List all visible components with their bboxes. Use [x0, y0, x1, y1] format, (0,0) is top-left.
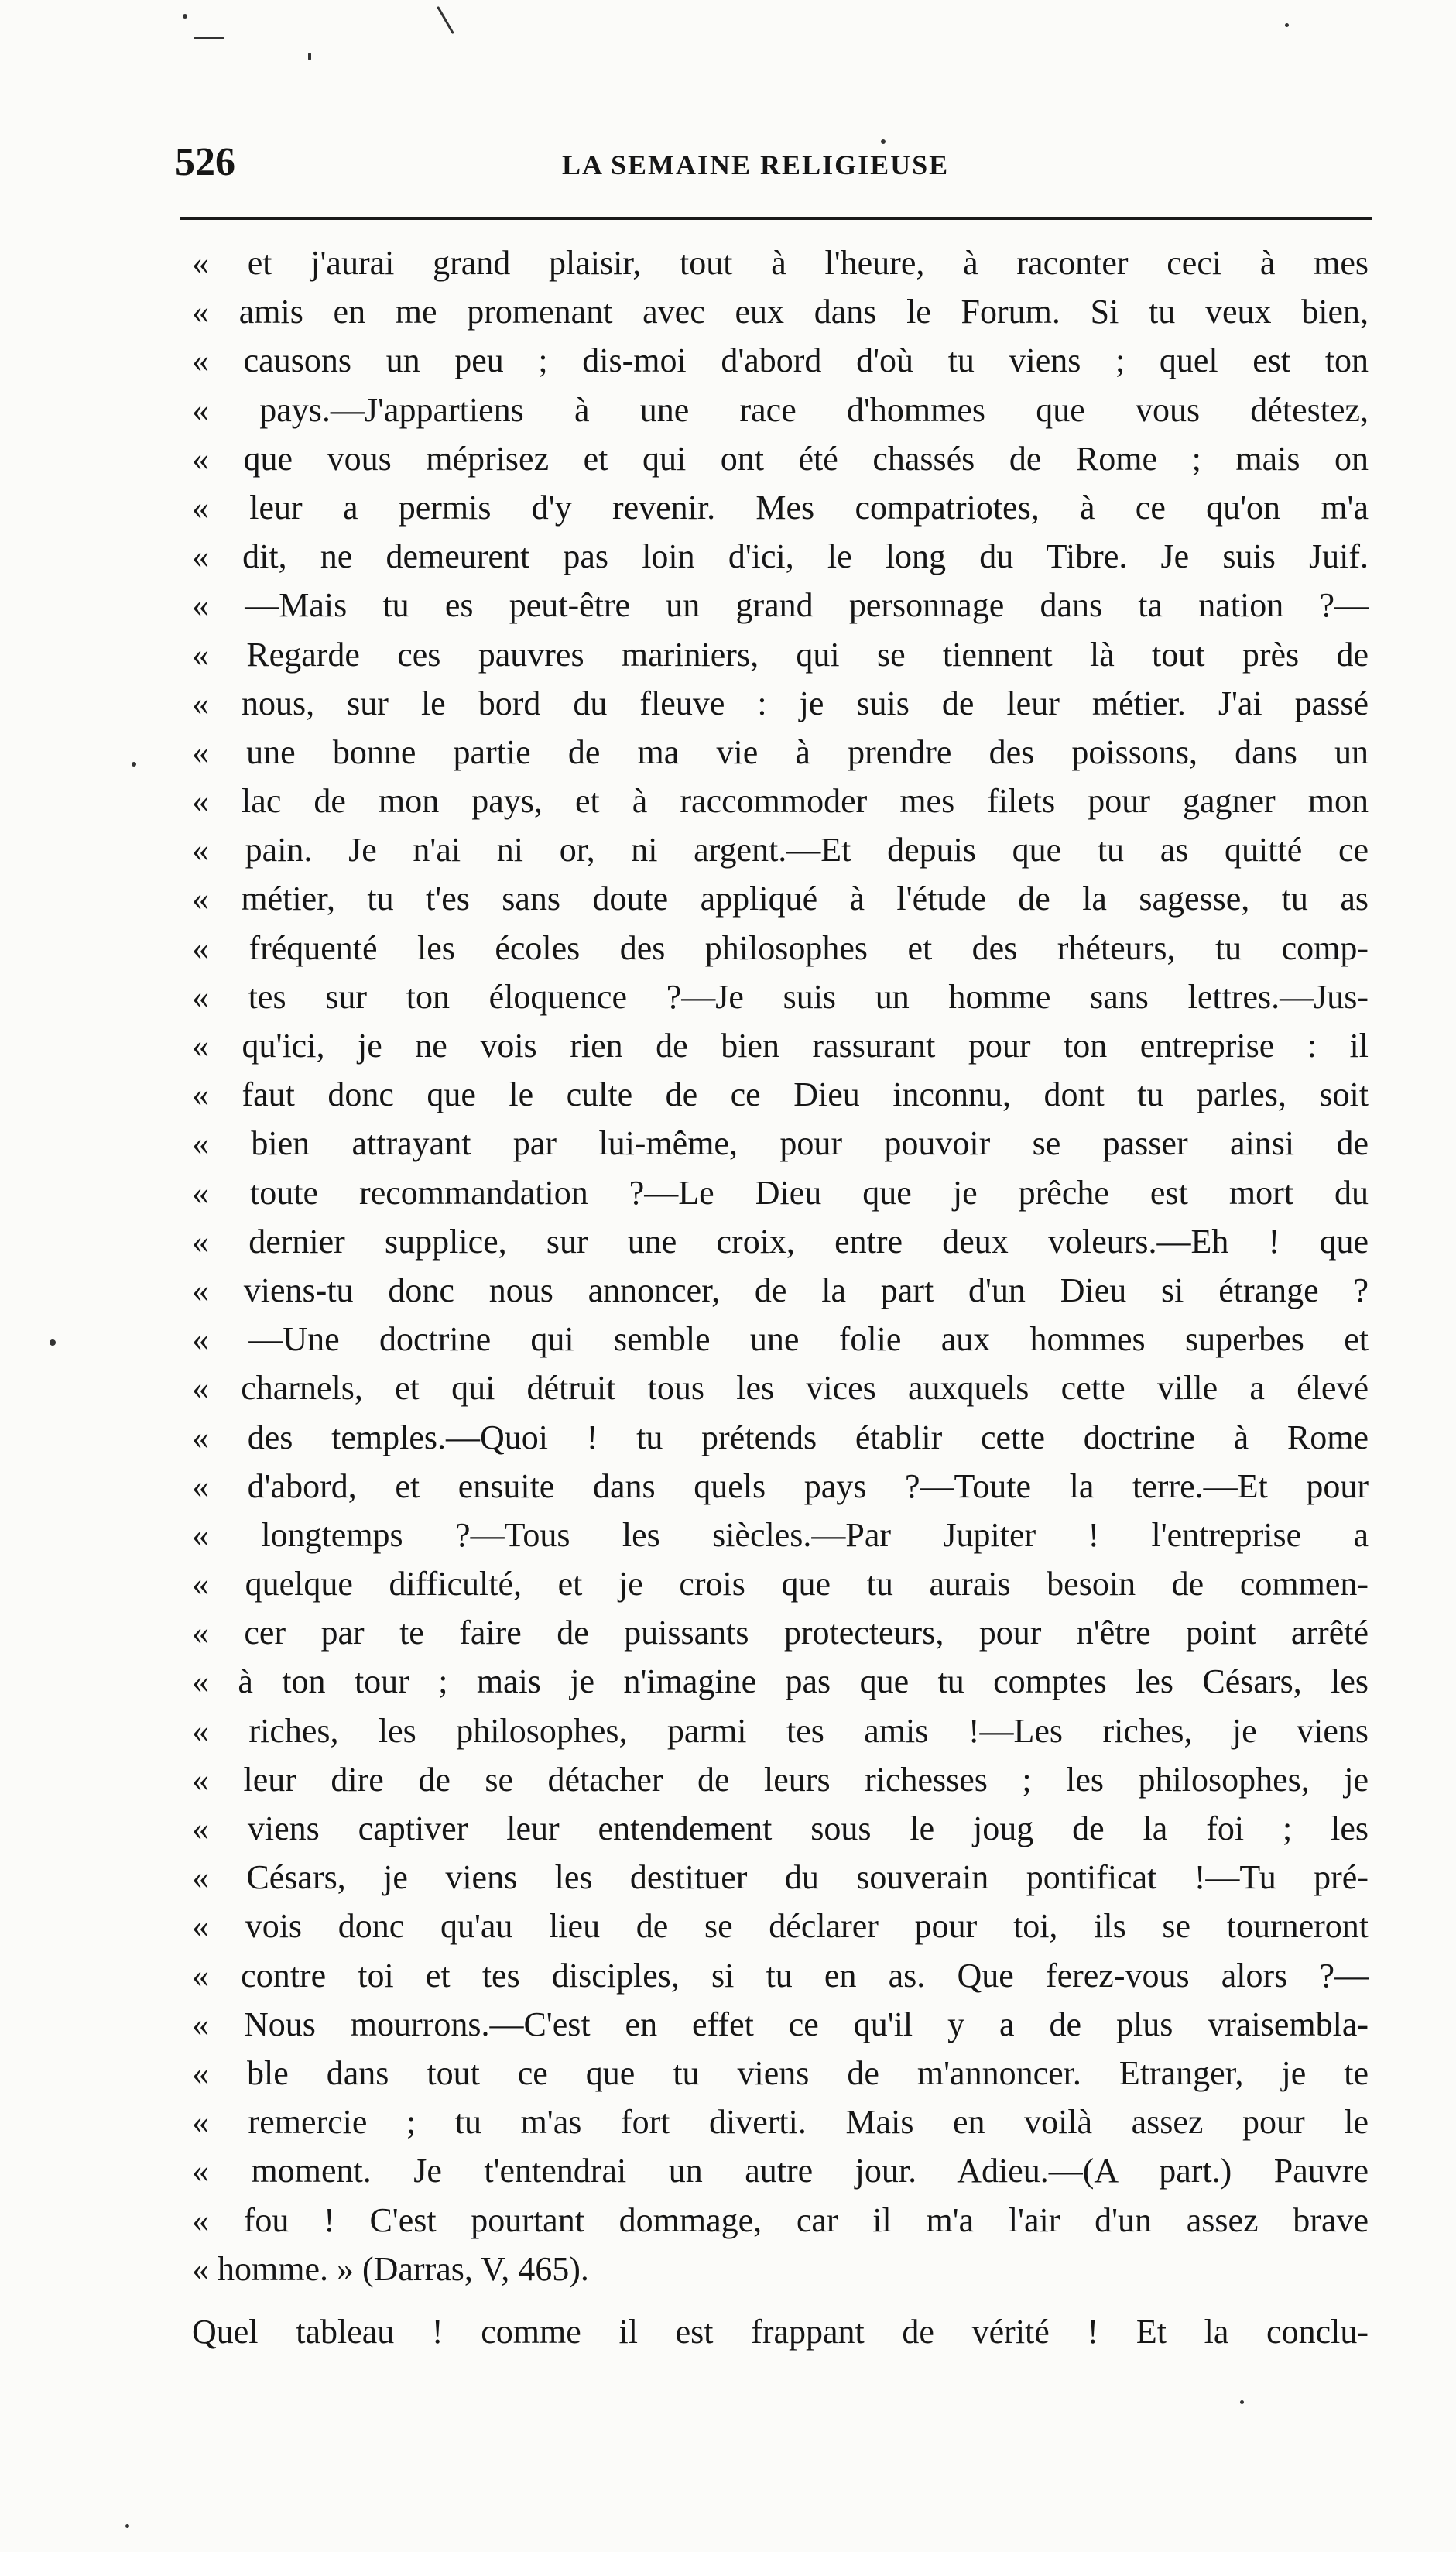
text-line: « faut donc que le culte de ce Dieu inconnu, dont tu parles, soit: [192, 1075, 1369, 1114]
scan-speck: [308, 53, 311, 60]
text-line: « viens-tu donc nous annoncer, de la part d'un Dieu si étrange ?: [192, 1271, 1369, 1309]
scan-speck: [437, 6, 454, 34]
text-line: « vois donc qu'au lieu de se déclarer pour toi, ils se tourneront: [192, 1907, 1369, 1946]
text-line: « bien attrayant par lui-même, pour pouvoir se passer ainsi de: [192, 1124, 1369, 1163]
text-line: « amis en me promenant avec eux dans le Forum. Si tu veux bien,: [192, 293, 1369, 331]
text-line: « une bonne partie de ma vie à prendre des poissons, dans un: [192, 732, 1369, 771]
text-line: « —Une doctrine qui semble une folie aux hommes superbes et: [192, 1320, 1369, 1359]
text-line: « nous, sur le bord du fleuve : je suis de leur métier. J'ai passé: [192, 684, 1369, 722]
text-line: « à ton tour ; mais je n'imagine pas que tu comptes les Césars, les: [192, 1662, 1369, 1701]
text-line: « dit, ne demeurent pas loin d'ici, le long du Tibre. Je suis Juif.: [192, 537, 1369, 576]
running-header: [175, 139, 1372, 194]
page-number: 526: [175, 140, 235, 184]
text-line: « d'abord, et ensuite dans quels pays ?—Toute la terre.—Et pour: [192, 1466, 1369, 1505]
page-body: [192, 238, 1369, 2356]
text-line: « que vous méprisez et qui ont été chassés de Rome ; mais on: [192, 439, 1369, 478]
text-line: « riches, les philosophes, parmi tes amis !—Les riches, je viens: [192, 1711, 1369, 1750]
text-line: « charnels, et qui détruit tous les vices auxquels cette ville a élevé: [192, 1369, 1369, 1408]
text-line: « fréquenté les écoles des philosophes et des rhéteurs, tu comp-: [192, 928, 1369, 967]
text-line: « viens captiver leur entendement sous le joug de la foi ; les: [192, 1809, 1369, 1847]
text-line: « Césars, je viens les destituer du souverain pontificat !—Tu pré-: [192, 1858, 1369, 1897]
text-line: « fou ! C'est pourtant dommage, car il m'a l'air d'un assez brave: [192, 2200, 1369, 2239]
running-title: LA SEMAINE RELIGIEUSE: [562, 149, 950, 180]
scan-speck: [125, 2524, 129, 2528]
scan-speck: [183, 14, 187, 19]
text-line: « contre toi et tes disciples, si tu en as. Que ferez-vous alors ?—: [192, 1956, 1369, 1995]
text-line: « leur a permis d'y revenir. Mes compatriotes, à ce qu'on m'a: [192, 488, 1369, 527]
scan-speck: [194, 37, 224, 39]
text-line: « Nous mourrons.—C'est en effet ce qu'il y a de plus vraisembla-: [192, 2005, 1369, 2043]
text-line: « tes sur ton éloquence ?—Je suis un homme sans lettres.—Jus-: [192, 977, 1369, 1016]
closing-paragraph-line: Quel tableau ! comme il est frappant de vérité ! Et la conclu-: [192, 2312, 1369, 2351]
scan-speck: [881, 139, 886, 144]
text-line: « cer par te faire de puissants protecteurs, pour n'être point arrêté: [192, 1614, 1369, 1652]
text-line: « des temples.—Quoi ! tu prétends établir cette doctrine à Rome: [192, 1418, 1369, 1456]
text-line: « causons un peu ; dis-moi d'abord d'où tu viens ; quel est ton: [192, 341, 1369, 380]
header-rule: [180, 217, 1372, 220]
text-line: « quelque difficulté, et je crois que tu aurais besoin de commen-: [192, 1565, 1369, 1604]
text-line: « Regarde ces pauvres mariniers, qui se tiennent là tout près de: [192, 635, 1369, 674]
text-line: « pain. Je n'ai ni or, ni argent.—Et depuis que tu as quitté ce: [192, 831, 1369, 870]
scan-speck: [50, 1339, 56, 1346]
text-line: « leur dire de se détacher de leurs richesses ; les philosophes, je: [192, 1760, 1369, 1799]
text-line: « métier, tu t'es sans doute appliqué à l'étude de la sagesse, tu as: [192, 880, 1369, 918]
text-line: « homme. » (Darras, V, 465).: [192, 2249, 589, 2288]
scan-speck: [132, 762, 136, 767]
text-line: « longtemps ?—Tous les siècles.—Par Jupiter ! l'entreprise a: [192, 1515, 1369, 1554]
text-line: « qu'ici, je ne vois rien de bien rassurant pour ton entreprise : il: [192, 1027, 1369, 1065]
text-line: « pays.—J'appartiens à une race d'hommes que vous détestez,: [192, 390, 1369, 429]
scan-speck: [1285, 23, 1289, 27]
text-line: « —Mais tu es peut-être un grand personnage dans ta nation ?—: [192, 586, 1369, 625]
text-line: « lac de mon pays, et à raccommoder mes filets pour gagner mon: [192, 782, 1369, 821]
text-line: « dernier supplice, sur une croix, entre deux voleurs.—Eh ! que: [192, 1222, 1369, 1261]
text-line: « moment. Je t'entendrai un autre jour. Adieu.—(A part.) Pauvre: [192, 2152, 1369, 2190]
text-line: « ble dans tout ce que tu viens de m'annoncer. Etranger, je te: [192, 2053, 1369, 2092]
text-line: « et j'aurai grand plaisir, tout à l'heure, à raconter ceci à mes: [192, 244, 1369, 282]
text-line: « toute recommandation ?—Le Dieu que je prêche est mort du: [192, 1173, 1369, 1212]
text-line: « remercie ; tu m'as fort diverti. Mais en voilà assez pour le: [192, 2103, 1369, 2142]
scan-speck: [1240, 2400, 1244, 2404]
